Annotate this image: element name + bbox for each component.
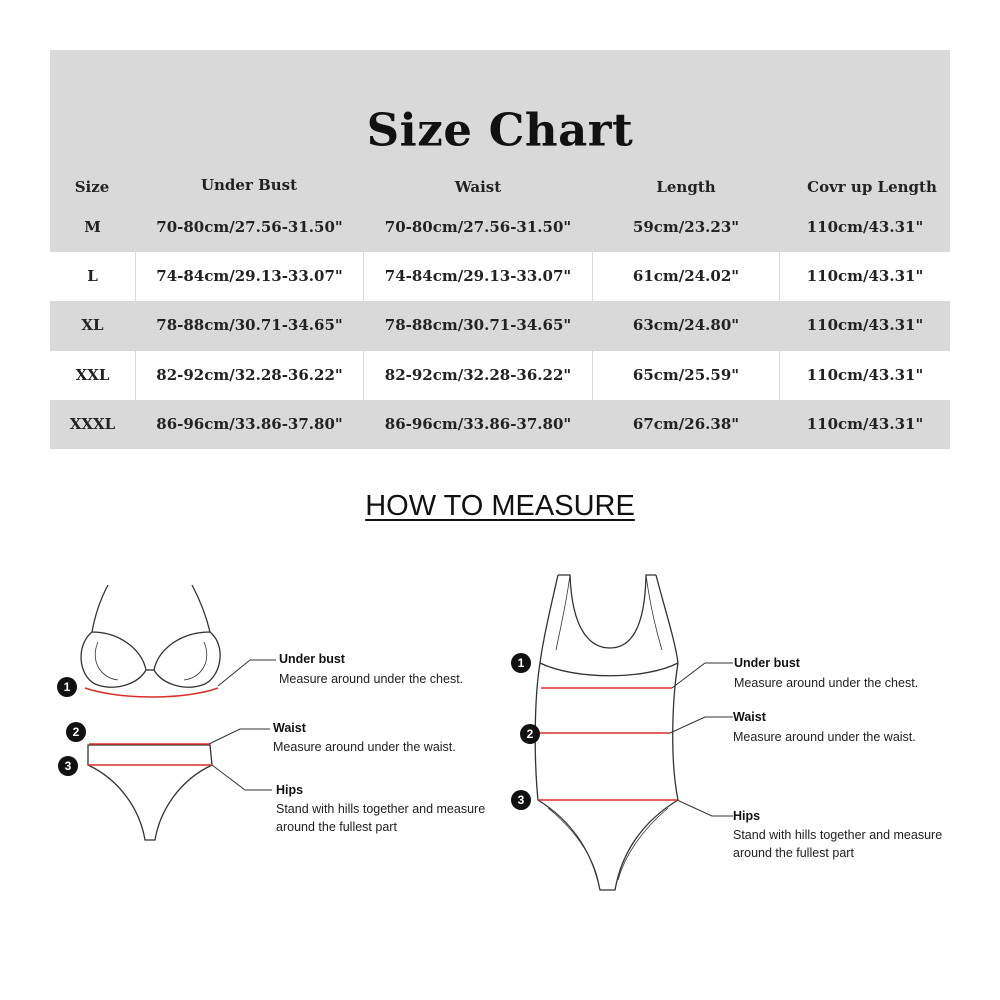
bikini-under-bust-desc: Measure around under the chest. [279,672,464,686]
marker-hips-badge: 3 [58,756,78,776]
swimsuit-waist-title: Waist [733,710,766,724]
cell-waist: 78-88cm/30.71-34.65" [384,316,572,334]
cell-coverup-length: 110cm/43.31" [806,415,924,433]
cell-size: XXL [50,351,135,400]
cell-waist: 70-80cm/27.56-31.50" [384,218,572,236]
marker-under-bust-badge: 1 [511,653,531,673]
cell-length: 63cm/24.80" [632,316,740,334]
header-under-bust: Under Bust [200,176,298,194]
cell-under-bust: 70-80cm/27.56-31.50" [156,218,343,236]
cell-coverup-length: 110cm/43.31" [806,316,924,334]
cell-size: XL [81,316,104,334]
cell-coverup-length: 110cm/43.31" [780,252,950,301]
marker-waist-badge: 2 [520,724,540,744]
bikini-hips-title: Hips [276,783,304,797]
swimsuit-under-bust-title: Under bust [734,656,800,670]
header-size: Size [74,178,110,196]
cell-under-bust: 78-88cm/30.71-34.65" [156,316,343,334]
marker-waist-badge: 2 [66,722,86,742]
bikini-hips-desc: Stand with hills together and measure around the fullest part [276,802,486,834]
cell-coverup-length: 110cm/43.31" [806,218,924,236]
header-length: Length [656,178,716,196]
swimsuit-hips-title: Hips [733,809,761,823]
bikini-waist-desc: Measure around under the waist. [273,740,456,754]
cell-length: 67cm/26.38" [632,415,740,433]
bikini-under-bust-title: Under bust [279,652,345,666]
how-to-measure-title: HOW TO MEASURE [365,490,635,522]
header-waist: Waist [454,178,502,196]
bikini-waist-title: Waist [273,721,306,735]
marker-under-bust-badge: 1 [57,677,77,697]
cell-under-bust: 86-96cm/33.86-37.80" [156,415,343,433]
swimsuit-hips-desc: Stand with hills together and measure around the fullest part [733,828,943,860]
cell-size: L [50,252,135,301]
marker-hips-badge: 3 [511,790,531,810]
header-coverup-length: Covr up Length [807,178,937,196]
cell-waist: 74-84cm/29.13-33.07" [364,252,592,301]
cell-length: 59cm/23.23" [632,218,740,236]
cell-waist: 82-92cm/32.28-36.22" [364,351,592,400]
swimsuit-under-bust-desc: Measure around under the chest. [734,676,919,690]
cell-coverup-length: 110cm/43.31" [780,351,950,400]
cell-length: 65cm/25.59" [593,351,779,400]
cell-waist: 86-96cm/33.86-37.80" [384,415,572,433]
cell-size: XXXL [69,415,116,433]
cell-length: 61cm/24.02" [593,252,779,301]
cell-under-bust: 82-92cm/32.28-36.22" [136,351,363,400]
cell-size: M [84,218,101,236]
cell-under-bust: 74-84cm/29.13-33.07" [136,252,363,301]
swimsuit-waist-desc: Measure around under the waist. [733,730,916,744]
chart-title: Size Chart [366,103,634,157]
